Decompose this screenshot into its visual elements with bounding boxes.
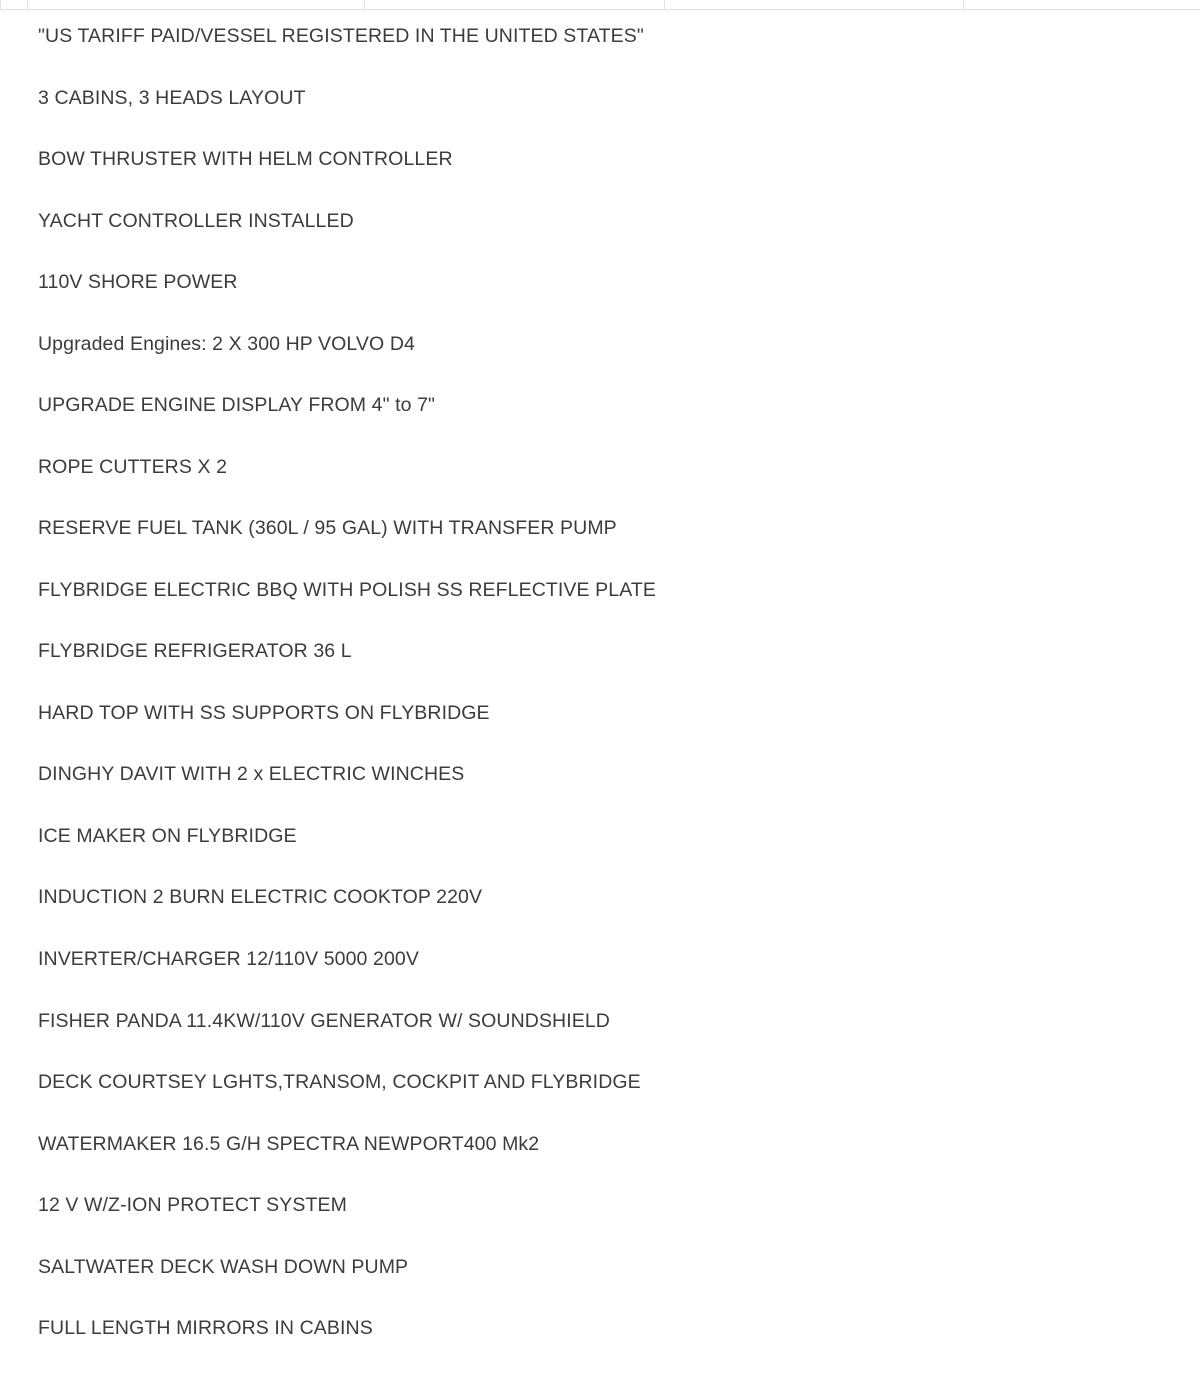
- table-cell: [0, 0, 28, 9]
- list-item: ROPE CUTTERS X 2: [38, 455, 228, 478]
- list-item: FLYBRIDGE ELECTRIC BBQ WITH POLISH SS REFLECTIVE PLATE: [38, 578, 656, 601]
- list-item: INVERTER/CHARGER 12/110V 5000 200V: [38, 947, 419, 970]
- list-item: UPGRADE ENGINE DISPLAY FROM 4" to 7": [38, 394, 436, 417]
- list-item: 3 CABINS, 3 HEADS LAYOUT: [38, 86, 306, 109]
- list-item: INDUCTION 2 BURN ELECTRIC COOKTOP 220V: [38, 886, 483, 909]
- list-item: ICE MAKER ON FLYBRIDGE: [38, 824, 297, 847]
- list-item: DECK COURTSEY LGHTS,TRANSOM, COCKPIT AND FLYBRIDGE: [38, 1071, 641, 1094]
- list-item: DINGHY DAVIT WITH 2 x ELECTRIC WINCHES: [38, 763, 465, 786]
- list-item: FLYBRIDGE REFRIGERATOR 36 L: [38, 640, 352, 663]
- list-item: "US TARIFF PAID/VESSEL REGISTERED IN THE UNITED STATES": [38, 25, 644, 47]
- list-item: FULL LENGTH MIRRORS IN CABINS: [38, 1317, 373, 1340]
- list-item: WATERMAKER 16.5 G/H SPECTRA NEWPORT400 Mk2: [38, 1132, 540, 1155]
- list-item: RESERVE FUEL TANK (360L / 95 GAL) WITH TRANSFER PUMP: [38, 517, 617, 540]
- list-item: SALTWATER DECK WASH DOWN PUMP: [38, 1255, 409, 1278]
- table-row-remnant: [0, 0, 1200, 10]
- list-item: 12 V W/Z-ION PROTECT SYSTEM: [38, 1194, 347, 1217]
- list-item: Upgraded Engines: 2 X 300 HP VOLVO D4: [38, 332, 415, 355]
- list-item: YACHT CONTROLLER INSTALLED: [38, 209, 354, 232]
- table-cell: [665, 0, 964, 9]
- list-item: 110V SHORE POWER: [38, 271, 238, 294]
- list-item: HARD TOP WITH SS SUPPORTS ON FLYBRIDGE: [38, 701, 490, 724]
- specification-list: [0, 10, 1200, 1378]
- list-item: BOW THRUSTER WITH HELM CONTROLLER: [38, 148, 453, 171]
- table-cell: [28, 0, 365, 9]
- table-cell: [964, 0, 1199, 9]
- table-cell: [365, 0, 665, 9]
- list-item: FISHER PANDA 11.4KW/110V GENERATOR W/ SOUNDSHIELD: [38, 1009, 610, 1032]
